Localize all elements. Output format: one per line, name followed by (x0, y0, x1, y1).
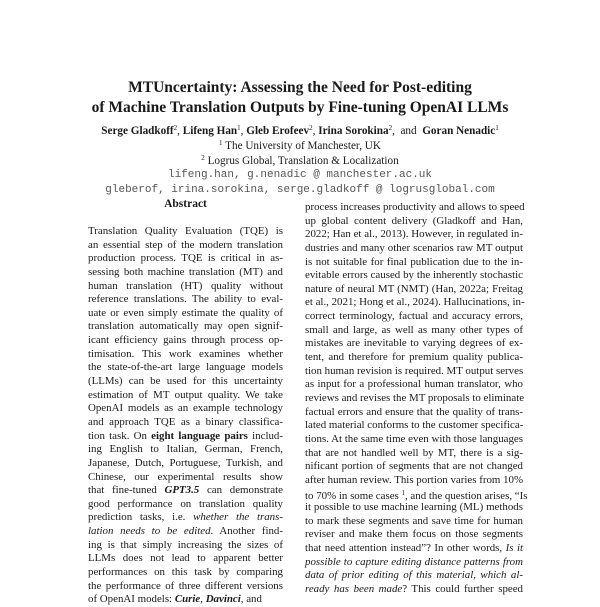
text-segment: reference translations. The ability to eval- (88, 293, 283, 306)
text-line (305, 583, 523, 597)
author: Gleb Erofeev$^2$ (246, 124, 313, 137)
text-line (305, 433, 523, 447)
text-segment: lation needs to be edited (88, 525, 211, 538)
email-line: lifeng.han, g.nenadic @ manchester.ac.uk (167, 169, 433, 181)
title-line: of Machine Translation Outputs by Fine-tuning OpenAI LLMs (91, 99, 509, 116)
text-segment: good performance on translation quality (88, 497, 283, 510)
author: Lifeng Han$^1$ (182, 124, 241, 137)
text-segment: Translation Quality Evaluation (TQE) is (88, 225, 283, 237)
text-segment: factual errors and ensure that the quality of trans- (305, 405, 523, 418)
text-line (88, 361, 283, 375)
text-line (305, 242, 523, 256)
text-segment: possible to capture editing distance patterns from (305, 555, 523, 568)
text-segment: 2022; Han et al., 2013). However, in regulated in- (305, 228, 523, 241)
text-segment: tion task. On (88, 429, 152, 442)
text-line (305, 419, 523, 433)
text-line (305, 296, 523, 310)
text-line (88, 320, 283, 334)
text-segment: it possible to use machine learning (ML) methods (305, 501, 523, 514)
text-line (305, 528, 523, 542)
text-segment: that fine-tuned (88, 484, 165, 497)
text-line (88, 457, 283, 471)
text-line (88, 539, 283, 553)
text-line (88, 484, 283, 498)
text-segment: , and the question arises, “Is (404, 490, 528, 503)
text-segment: can demonstrate (199, 484, 283, 497)
text-line (305, 392, 523, 406)
text-line (305, 447, 523, 461)
text-segment: GPT3.5 (164, 484, 200, 497)
text-line (88, 525, 283, 539)
text-line (305, 269, 523, 283)
text-segment: ready has been made (305, 582, 403, 595)
text-segment: et al., 2021; Hong et al., 2024). Hallucinations, in- (305, 296, 525, 309)
text-segment: small and large, as well as many other types of (305, 323, 523, 336)
text-line (305, 515, 523, 529)
text-line (305, 406, 523, 420)
introduction-body (305, 201, 528, 597)
text-line (88, 511, 283, 525)
text-line (88, 416, 283, 430)
text-line (305, 460, 523, 474)
text-line (88, 389, 283, 403)
text-line (88, 580, 283, 594)
text-segment: that are not handled well by MT, there is a sig- (305, 446, 523, 459)
text-line (88, 348, 283, 362)
text-segment: reviews and revises the MT proposals to eliminate (305, 391, 525, 404)
text-segment: (LLMs) can be used for this uncertainty (88, 375, 283, 388)
text-segment: ? This could further speed (402, 582, 524, 595)
text-segment: that need attention instead”? In other words, (305, 542, 506, 555)
text-line (88, 552, 283, 566)
author: Goran Nenadic$^1$ (422, 124, 499, 137)
text-segment: of OpenAI models: (88, 593, 175, 606)
text-line (88, 498, 283, 512)
text-line (305, 378, 523, 392)
text-segment: Chinese, our experimental results show (88, 470, 283, 483)
text-line (305, 556, 523, 570)
text-line (305, 215, 523, 229)
text-segment: icant efficiency gains through process op- (88, 334, 283, 347)
text-segment: Japanese, Dutch, Portuguese, Turkish, and (88, 456, 283, 469)
text-line (88, 566, 283, 580)
text-segment: OpenAI models as an example technology (88, 402, 283, 415)
text-segment: production process. TQE is critical in as- (88, 252, 283, 265)
text-segment: up global content delivery (Gladkoff and Han, (305, 214, 523, 227)
text-segment: Davinci (205, 593, 241, 606)
text-segment: whether the trans- (193, 511, 283, 524)
affiliation: $^2$ Logrus Global, Translation & Localization (201, 154, 399, 167)
text-line (88, 402, 283, 416)
text-line (305, 310, 523, 324)
text-line (88, 266, 283, 280)
text-line (305, 542, 523, 556)
text-line (305, 337, 523, 351)
text-segment: eight language pairs (151, 429, 248, 442)
text-segment: uate or even simply estimate the quality of (88, 306, 283, 319)
author-list: Serge Gladkoff$^2$, Lifeng Han$^1$, Gleb Erofeev$^2$, Irina Sorokina$^2$, and Goran Nenadic$^1$ (101, 124, 499, 137)
text-line (88, 334, 283, 348)
text-segment: , (200, 593, 206, 606)
text-segment: mistakes are inevitable to varying degrees of ex- (305, 337, 523, 350)
text-line (305, 365, 523, 379)
text-segment: is not suitable for final publication due to the in- (305, 255, 523, 268)
text-segment: the performance of three different versions (88, 579, 283, 592)
text-line (305, 324, 523, 338)
text-segment: dustries and many other scenarios raw MT output (305, 241, 523, 254)
text-line (88, 293, 283, 307)
and-word: and (400, 125, 417, 137)
text-segment: Is it (505, 542, 523, 555)
text-segment: sessing both machine translation (MT) and (88, 265, 283, 278)
text-line (88, 471, 283, 485)
paper-title (0, 78, 600, 118)
text-line (305, 487, 528, 503)
text-segment: ing English to Italian, German, French, (88, 443, 283, 456)
text-segment: . Another find- (210, 525, 283, 538)
text-segment: 1 (401, 489, 405, 498)
text-segment: to 70% in some cases (305, 490, 402, 503)
text-segment: reviser and make them focus on those segments (305, 528, 523, 541)
text-segment: prediction tasks, i.e. (88, 511, 194, 524)
text-segment: as input for a professional human translator, who (305, 378, 523, 391)
text-segment: an essential step of the modern translation (88, 238, 283, 251)
email-line: gleberof, irina.sorokina, serge.gladkoff @ logrusglobal.com (105, 184, 495, 196)
text-line (88, 593, 283, 607)
text-line (305, 501, 523, 515)
text-segment: includ- (247, 429, 283, 442)
text-segment: and approach TQE as a binary classifica- (88, 415, 283, 428)
text-segment: Curie (174, 593, 201, 606)
text-segment: ing is that simply increasing the sizes of (88, 538, 283, 551)
text-line (305, 474, 523, 488)
text-segment: estimation of MT output quality. We take (88, 388, 283, 401)
text-segment: correct terminology, factual and accuracy errors, (305, 310, 523, 323)
text-segment: tent, and therefore for premium quality publica- (305, 351, 523, 364)
author: Serge Gladkoff$^2$ (101, 124, 178, 137)
text-line (88, 225, 283, 239)
text-line (88, 252, 283, 266)
text-segment: data of prior editing of this material, which al- (305, 569, 523, 582)
text-segment: after human review. This portion varies from 10% (305, 473, 524, 486)
text-line (88, 443, 283, 457)
text-segment: tion human revision is required. MT output serves (305, 364, 524, 377)
text-segment: timisation. This work examines whether (88, 347, 283, 360)
text-line (305, 228, 523, 242)
text-segment: translation automatically may open signif- (88, 320, 283, 333)
text-segment: evitable errors caused by the inherently stochastic (305, 269, 523, 282)
affiliation: $^1$ The University of Manchester, UK (219, 139, 381, 152)
abstract-heading: Abstract (164, 198, 207, 210)
text-segment: lated material conforms to the customer specifica- (305, 419, 524, 432)
text-segment: , and (240, 593, 262, 606)
text-line (305, 351, 523, 365)
text-segment: nificant portion of segments that are not changed (305, 460, 523, 473)
text-line (88, 307, 283, 321)
text-segment: human translation (HT) quality without (88, 279, 283, 292)
title-line: MTUncertainty: Assessing the Need for Post-editing (128, 79, 472, 96)
text-line (305, 256, 523, 270)
text-segment: to mark these segments and save time for human (305, 514, 523, 527)
author: Irina Sorokina$^2$ (318, 124, 393, 137)
text-line (88, 375, 283, 389)
text-line (305, 201, 523, 215)
text-line (305, 283, 523, 297)
text-segment: the state-of-the-art large language models (88, 361, 283, 374)
text-segment: performances on this task by comparing (88, 566, 283, 579)
text-segment: process increases productivity and allows to speed (305, 201, 525, 213)
text-line (88, 239, 283, 253)
abstract-body (88, 225, 283, 607)
text-segment: tions. At the same time even with those languages (305, 432, 523, 445)
text-line (88, 430, 283, 444)
text-line (88, 280, 283, 294)
text-line (305, 569, 523, 583)
text-segment: LLMs does not lead to apparent better (88, 552, 283, 565)
text-segment: nature of neural MT (NMT) (Han, 2022a; Freitag (305, 282, 523, 295)
